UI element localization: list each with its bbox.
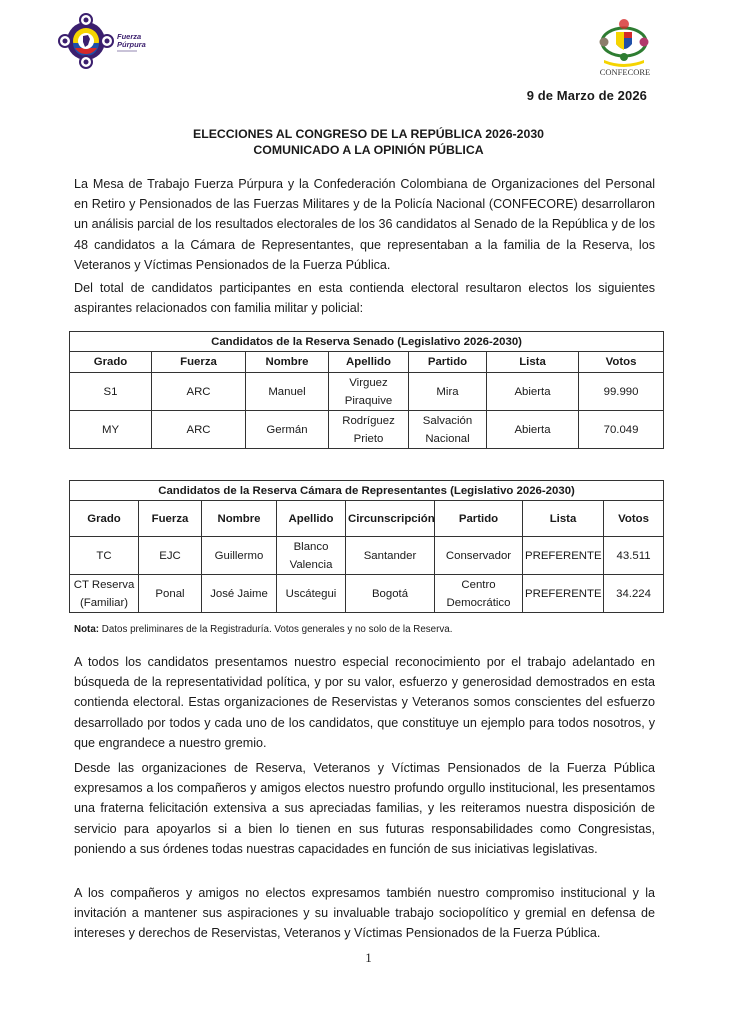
table-row — [70, 373, 664, 411]
grado-line-2: (Familiar) — [79, 596, 129, 609]
cell-grado: S1 — [70, 373, 152, 411]
grado-line-1: TC — [96, 549, 112, 562]
apellido-line-1: Blanco — [293, 540, 329, 553]
partido-line-1: Mira — [436, 385, 459, 398]
cell-partido — [435, 537, 523, 575]
grado-line-1: CT Reserva — [73, 578, 135, 591]
column-header: Votos — [604, 501, 664, 537]
cell-votos: 34.224 — [604, 575, 664, 613]
electos-paragraph: Del total de candidatos participantes en esta contienda electoral resultaron electos los siguientes aspirantes relacionados con familia militar y policial: — [74, 281, 655, 316]
column-header: Grado — [70, 352, 152, 373]
table-row — [70, 537, 664, 575]
apellido-line-2: Valencia — [289, 558, 333, 571]
cell-fuerza: ARC — [152, 373, 246, 411]
column-header: Partido — [409, 352, 487, 373]
cell-nombre: José Jaime — [202, 575, 277, 613]
cell-apellido — [277, 537, 346, 575]
cell-lista: PREFERENTE — [523, 537, 604, 575]
logo-text-purpura: Púrpura — [117, 40, 146, 49]
column-header: Lista — [487, 352, 579, 373]
table-caption: Candidatos de la Reserva Cámara de Representantes (Legislativo 2026-2030) — [70, 481, 664, 501]
partido-line-1: Salvación — [422, 414, 473, 427]
cell-votos: 70.049 — [579, 411, 664, 449]
note-text: Datos preliminares de la Registraduría. Votos generales y no solo de la Reserva. — [99, 624, 453, 635]
senado-results-table — [69, 331, 664, 449]
no-electos-paragraph: A los compañeros y amigos no electos expresamos también nuestro compromiso institucional y la invitación a mantener sus aspiraciones y su invaluable trabajo sociopolítico y gremial en defensa de intereses y derechos de Reservistas, Veteranos y Víctimas Pensionados de la Fuerza Pública. — [74, 886, 655, 941]
column-header: Circunscripción — [346, 501, 435, 537]
felicitacion-paragraph: Desde las organizaciones de Reserva, Veteranos y Víctimas Pensionados de la Fuerza Pública expresamos a los compañeros y amigos electos nuestro profundo orgullo institucional, les presentamos una fraterna felicitación extensiva a sus apreciadas familias, y les reiteramos nuestra disposición de servicio para apoyarlos si a bien lo tienen en sus futuras responsabilidades como Congresistas, poniendo a sus órdenes todas nuestras capacidades en función de sus iniciativas legislativas. — [74, 761, 655, 856]
column-header: Apellido — [277, 501, 346, 537]
cell-fuerza: ARC — [152, 411, 246, 449]
column-header: Nombre — [202, 501, 277, 537]
cell-votos: 43.511 — [604, 537, 664, 575]
cell-apellido — [329, 411, 409, 449]
apellido-line-2: Prieto — [353, 432, 384, 445]
column-header: Apellido — [329, 352, 409, 373]
fuerza-purpura-logo — [58, 12, 168, 70]
apellido-line-1: Virguez — [349, 376, 388, 389]
column-header: Fuerza — [152, 352, 246, 373]
column-header: Lista — [523, 501, 604, 537]
cell-grado — [70, 537, 139, 575]
column-header: Fuerza — [139, 501, 202, 537]
partido-line-1: Centro — [461, 578, 496, 591]
title-line-2: COMUNICADO A LA OPINIÓN PÚBLICA — [253, 143, 484, 157]
partido-line-2: Nacional — [425, 432, 470, 445]
intro-paragraph: La Mesa de Trabajo Fuerza Púrpura y la Confederación Colombiana de Organizaciones del Personal en Retiro y Pensionados de las Fuerzas Militares y de la Policía Nacional (CONFECORE) desarrollaron un análisis parcial de los resultados electorales de los 36 candidatos al Senado de la República y de los 48 candidatos a la Cámara de Representantes, que representaban a la familia de la Reserva, los Veteranos y Víctimas Pensionados de la Fuerza Pública. — [74, 177, 655, 272]
cell-lista: Abierta — [487, 411, 579, 449]
apellido-line-1: Rodríguez — [342, 414, 395, 427]
cell-nombre: Guillermo — [202, 537, 277, 575]
confecore-logo-icon — [590, 14, 660, 76]
column-header: Partido — [435, 501, 523, 537]
column-header: Votos — [579, 352, 664, 373]
cell-votos: 99.990 — [579, 373, 664, 411]
cell-circunscripcion: Santander — [346, 537, 435, 575]
cell-nombre: Manuel — [246, 373, 329, 411]
partido-line-1: Conservador — [445, 549, 512, 562]
note-label: Nota: — [74, 624, 100, 635]
apellido-line-1: Uscátegui — [285, 587, 337, 600]
document-title — [0, 126, 737, 158]
camara-results-table — [69, 480, 664, 613]
cell-grado: MY — [70, 411, 152, 449]
table-note — [74, 624, 452, 635]
cell-lista: Abierta — [487, 373, 579, 411]
cell-nombre: Germán — [246, 411, 329, 449]
cell-partido — [435, 575, 523, 613]
cell-partido — [409, 411, 487, 449]
apellido-line-2: Piraquive — [344, 394, 393, 407]
cell-fuerza: Ponal — [139, 575, 202, 613]
document-date: 9 de Marzo de 2026 — [526, 88, 647, 103]
title-line-1: ELECCIONES AL CONGRESO DE LA REPÚBLICA 2026-2030 — [193, 127, 544, 141]
logo-text-fuerza: Fuerza — [117, 32, 142, 41]
table-row — [70, 411, 664, 449]
cell-apellido — [329, 373, 409, 411]
fuerza-purpura-logo-icon — [58, 12, 168, 70]
cell-lista: PREFERENTE — [523, 575, 604, 613]
confecore-logo-text: CONFECORE — [599, 67, 651, 76]
cell-partido — [409, 373, 487, 411]
cell-fuerza: EJC — [139, 537, 202, 575]
column-header: Grado — [70, 501, 139, 537]
cell-apellido — [277, 575, 346, 613]
table-caption: Candidatos de la Reserva Senado (Legislativo 2026-2030) — [70, 332, 664, 352]
confecore-logo — [590, 14, 660, 76]
page-number: 1 — [365, 950, 372, 965]
table-row — [70, 575, 664, 613]
cell-circunscripcion: Bogotá — [346, 575, 435, 613]
column-header: Nombre — [246, 352, 329, 373]
reconocimiento-paragraph: A todos los candidatos presentamos nuestro especial reconocimiento por el trabajo adelantado en búsqueda de la representatividad política, y por su valor, esfuerzo y generosidad demostrados en esta contienda electoral. Estas organizaciones de Reservistas y Veteranos somos conscientes del esfuerzo desarrollado por todos y cada uno de los candidatos, que constituye un ejemplo para todos nosotros, y que engrandece a nuestro gremio. — [74, 655, 655, 750]
partido-line-2: Democrático — [446, 596, 511, 609]
cell-grado — [70, 575, 139, 613]
